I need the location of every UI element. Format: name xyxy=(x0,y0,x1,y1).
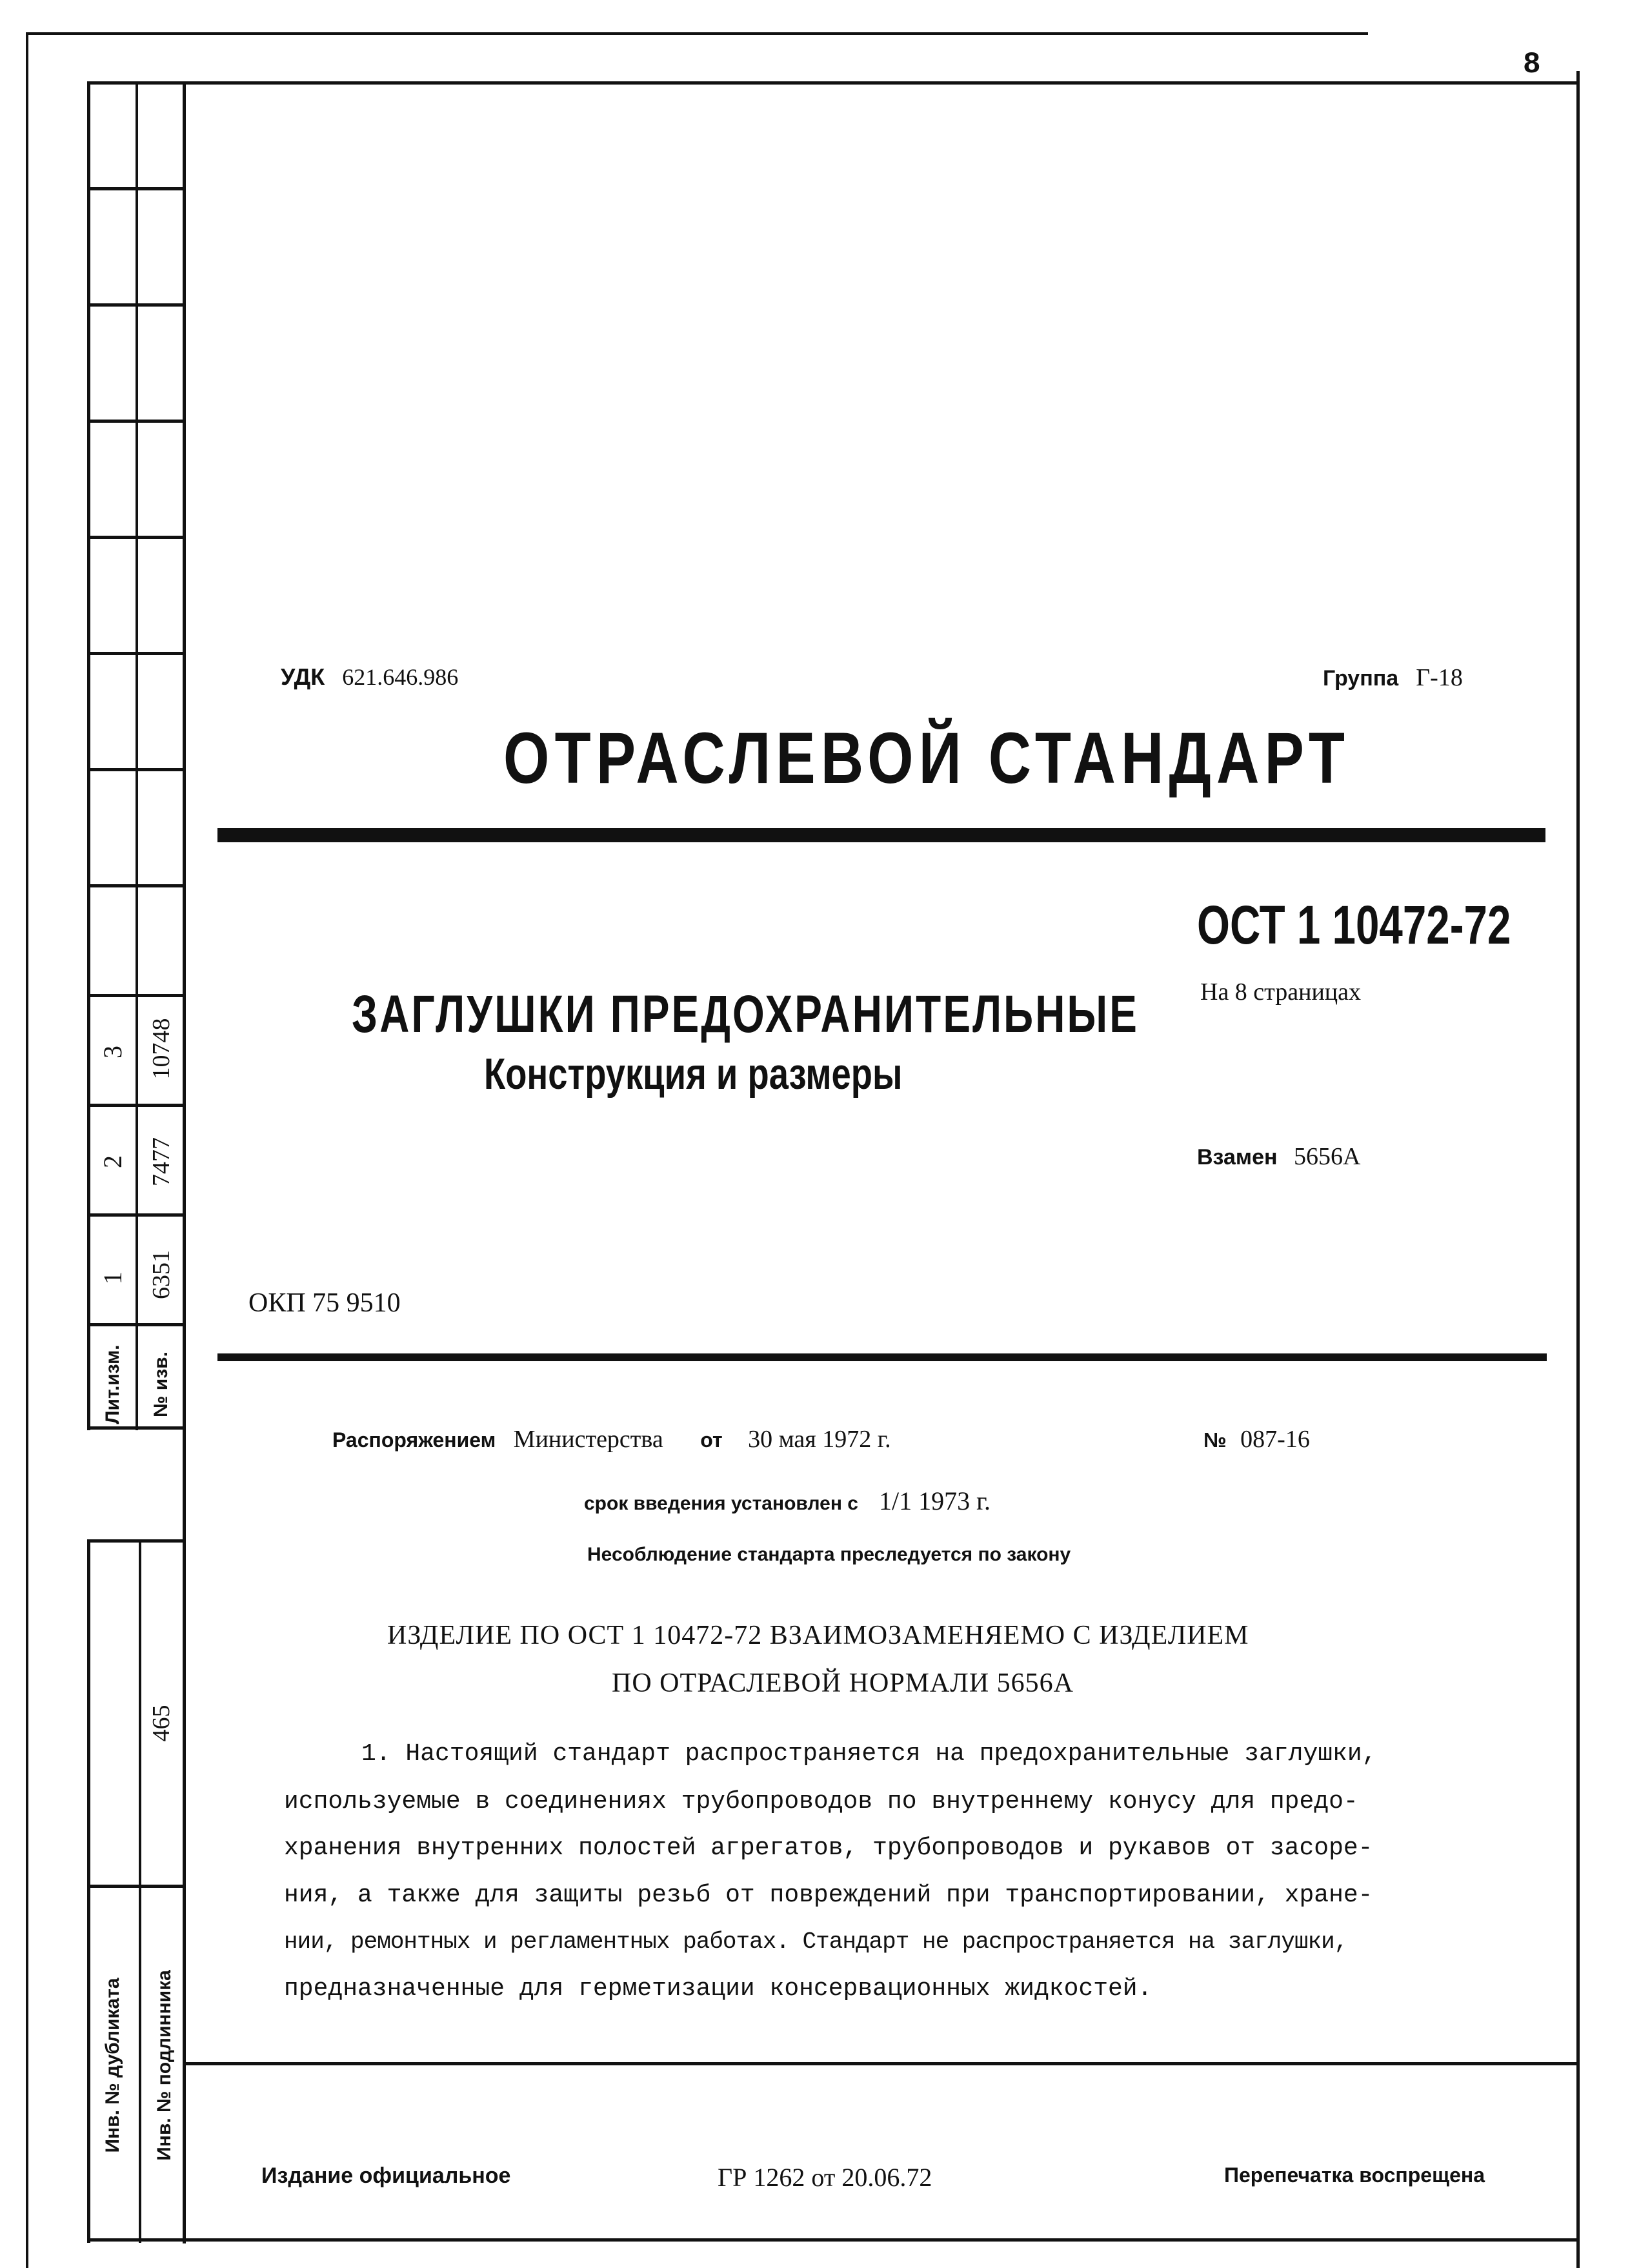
body-line-6: предназначенные для герметизации консервационных жидкостей. xyxy=(284,1975,1152,2003)
group-label: Группа xyxy=(1323,666,1399,691)
izv-value-2: 7477 xyxy=(148,1137,175,1186)
side-col-line-2b xyxy=(139,1539,141,2243)
footer-gr: ГР 1262 от 20.06.72 xyxy=(718,2163,932,2192)
group-line xyxy=(1323,663,1463,692)
side-col-line-2 xyxy=(136,81,138,1430)
frame-left-line xyxy=(26,32,28,2268)
udk-value: 621.646.986 xyxy=(342,664,459,690)
side-row-line xyxy=(87,536,184,539)
side-row-line xyxy=(87,420,184,423)
okp-code: ОКП 75 9510 xyxy=(248,1288,401,1318)
lit-izm-label: Лит.изм. xyxy=(102,1344,123,1424)
izv-value-3: 10748 xyxy=(148,1018,175,1080)
body-line-5: нии, ремонтных и регламентных работах. Стандарт не распространяется на заглушки, xyxy=(284,1929,1348,1955)
side-row-line xyxy=(87,303,184,307)
interchange-line-2: ПО ОТРАСЛЕВОЙ НОРМАЛИ 5656А xyxy=(612,1668,1074,1698)
effective-line xyxy=(584,1486,991,1516)
content-left-line xyxy=(183,81,186,2243)
side-row-line xyxy=(87,768,184,771)
frame-top-line xyxy=(26,32,1368,35)
lit-value-3: 3 xyxy=(98,1046,127,1058)
body-line-1: 1. Настоящий стандарт распространяется на предохранительные заглушки, xyxy=(361,1740,1377,1768)
order-line xyxy=(332,1425,1494,1457)
effective-label: срок введения установлен с xyxy=(584,1493,858,1514)
body-line-2: используемые в соединениях трубопроводов по внутреннему конусу для предо- xyxy=(284,1788,1358,1816)
orig-inv-label: Инв. № подлинника xyxy=(154,1970,175,2161)
replaces-label: Взамен xyxy=(1197,1145,1278,1169)
side-row-line xyxy=(87,1213,184,1217)
lit-value-1: 1 xyxy=(98,1271,127,1284)
order-label: Распоряжением xyxy=(332,1428,496,1452)
ost-number: ОСТ 1 10472-72 xyxy=(1197,895,1511,955)
heading-rule xyxy=(217,828,1545,842)
footer-reprint: Перепечатка воспрещена xyxy=(1224,2163,1485,2187)
side-row-line xyxy=(87,652,184,655)
body-line-3: хранения внутренних полостей агрегатов, трубопроводов и рукавов от засоре- xyxy=(284,1834,1373,1862)
document-subtitle: Конструкция и размеры xyxy=(484,1049,903,1099)
law-note: Несоблюдение стандарта преследуется по закону xyxy=(587,1544,1071,1565)
side-col-line-1 xyxy=(87,81,90,1430)
frame-right-line xyxy=(1576,71,1580,2268)
pages-note: На 8 страницах xyxy=(1200,978,1361,1006)
udk-line xyxy=(281,663,458,691)
order-ministry: Министерства xyxy=(513,1426,663,1453)
orig-inv-value: 465 xyxy=(148,1705,175,1742)
order-num-value: 087-16 xyxy=(1240,1426,1310,1453)
document-title: ЗАГЛУШКИ ПРЕДОХРАНИТЕЛЬНЫЕ xyxy=(352,985,1140,1044)
dup-inv-label: Инв. № дубликата xyxy=(102,1978,123,2153)
order-num-label: № xyxy=(1203,1428,1227,1452)
side-row-line xyxy=(87,187,184,190)
footer-edition: Издание официальное xyxy=(261,2163,511,2188)
order-from-label: от xyxy=(700,1428,723,1452)
standard-heading: ОТРАСЛЕВОЙ СТАНДАРТ xyxy=(503,718,1351,798)
body-line-4: ния, а также для защиты резьб от повреждений при транспортировании, хране- xyxy=(284,1881,1373,1909)
izv-label: № изв. xyxy=(150,1352,172,1417)
side-col-line-1b xyxy=(87,1539,90,2243)
effective-date: 1/1 1973 г. xyxy=(878,1486,991,1515)
lit-value-2: 2 xyxy=(98,1155,127,1168)
order-date: 30 мая 1972 г. xyxy=(748,1426,891,1453)
content-bottom-line xyxy=(87,2238,1576,2242)
side-row-line xyxy=(87,1323,184,1326)
side-row-line xyxy=(87,1539,184,1543)
interchange-line-1: ИЗДЕЛИЕ ПО ОСТ 1 10472-72 ВЗАИМОЗАМЕНЯЕМО С ИЗДЕЛИЕМ xyxy=(387,1621,1249,1650)
footer-top-line xyxy=(183,2062,1576,2065)
page-number: 8 xyxy=(1523,48,1541,81)
side-row-line xyxy=(87,884,184,887)
izv-value-1: 6351 xyxy=(148,1250,175,1299)
replaces-line xyxy=(1197,1142,1360,1171)
group-value: Г-18 xyxy=(1416,664,1463,691)
side-row-line xyxy=(87,1885,184,1888)
side-row-line xyxy=(87,1104,184,1107)
okp-rule xyxy=(217,1353,1547,1361)
udk-label: УДК xyxy=(281,663,325,690)
content-top-line xyxy=(87,81,1576,85)
replaces-value: 5656А xyxy=(1294,1143,1361,1170)
